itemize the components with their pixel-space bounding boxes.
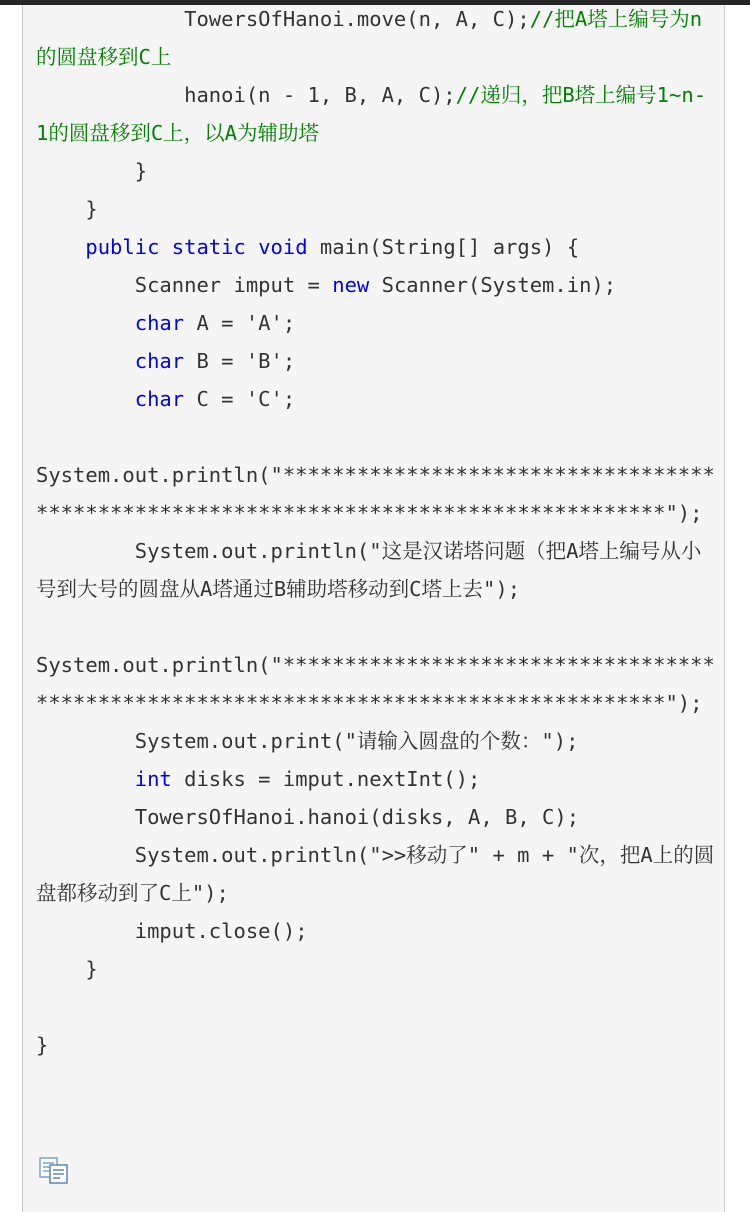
copy-code-icon[interactable] <box>38 1155 70 1185</box>
code-text: System.out.println("**************************************************************************************"); <box>36 463 715 525</box>
code-text: } <box>36 197 98 221</box>
code-line <box>36 190 716 228</box>
code-text: System.out.print("请输入圆盘的个数："); <box>36 729 579 753</box>
code-line <box>36 988 716 1026</box>
code-line <box>36 912 716 950</box>
code-line <box>36 266 716 304</box>
code-keyword: char <box>134 387 185 411</box>
code-text: System.out.println("**************************************************************************************"); <box>36 653 715 715</box>
code-line <box>36 836 716 912</box>
code-text <box>36 311 135 335</box>
code-line <box>36 532 716 608</box>
code-line <box>36 0 716 76</box>
code-line <box>36 798 716 836</box>
code-line <box>36 76 716 152</box>
code-line <box>36 152 716 190</box>
code-text: A = 'A'; <box>184 311 296 335</box>
code-block <box>22 5 725 1212</box>
code-line <box>36 380 716 418</box>
code-keyword: int <box>134 767 172 791</box>
code-comment: //把A塔上编号为n的圆盘移到C上 <box>36 7 703 69</box>
code-text <box>159 235 171 259</box>
code-text: Scanner(System.in); <box>369 273 617 297</box>
code-text <box>36 767 135 791</box>
code-text: TowersOfHanoi.move(n, A, C); <box>36 7 530 31</box>
code-line <box>36 646 716 722</box>
code-keyword: char <box>134 349 185 373</box>
code-line <box>36 950 716 988</box>
code-content <box>36 0 716 1064</box>
code-text <box>246 235 258 259</box>
code-line <box>36 760 716 798</box>
code-keyword: char <box>134 311 185 335</box>
code-text: imput.close(); <box>36 919 308 943</box>
code-line <box>36 418 716 456</box>
code-line <box>36 1026 716 1064</box>
code-text: C = 'C'; <box>184 387 296 411</box>
code-keyword: new <box>332 273 370 297</box>
code-line <box>36 608 716 646</box>
code-text: } <box>36 957 98 981</box>
code-text: hanoi(n - 1, B, A, C); <box>36 83 456 107</box>
code-line <box>36 456 716 532</box>
code-text: Scanner imput = <box>36 273 333 297</box>
code-keyword: static <box>171 235 246 259</box>
code-line <box>36 304 716 342</box>
code-text <box>36 387 135 411</box>
code-text: disks = imput.nextInt(); <box>171 767 481 791</box>
code-text: } <box>36 1033 49 1057</box>
code-text <box>36 235 85 259</box>
code-line <box>36 722 716 760</box>
code-comment: //递归，把B塔上编号1~n-1的圆盘移到C上，以A为辅助塔 <box>36 83 707 145</box>
code-text: TowersOfHanoi.hanoi(disks, A, B, C); <box>36 805 580 829</box>
code-text: System.out.println("这是汉诺塔问题（把A塔上编号从小号到大号的圆盘从A塔通过B辅助塔移动到C塔上去"); <box>36 539 702 601</box>
code-text: main(String[] args) { <box>307 235 580 259</box>
code-text: B = 'B'; <box>184 349 296 373</box>
code-text: } <box>36 159 148 183</box>
code-text <box>36 349 135 373</box>
code-line <box>36 342 716 380</box>
code-text: System.out.println(">>移动了" + m + "次，把A上的圆盘都移动到了C上"); <box>36 843 715 905</box>
code-keyword: public <box>85 235 160 259</box>
code-line <box>36 228 716 266</box>
code-keyword: void <box>258 235 308 259</box>
